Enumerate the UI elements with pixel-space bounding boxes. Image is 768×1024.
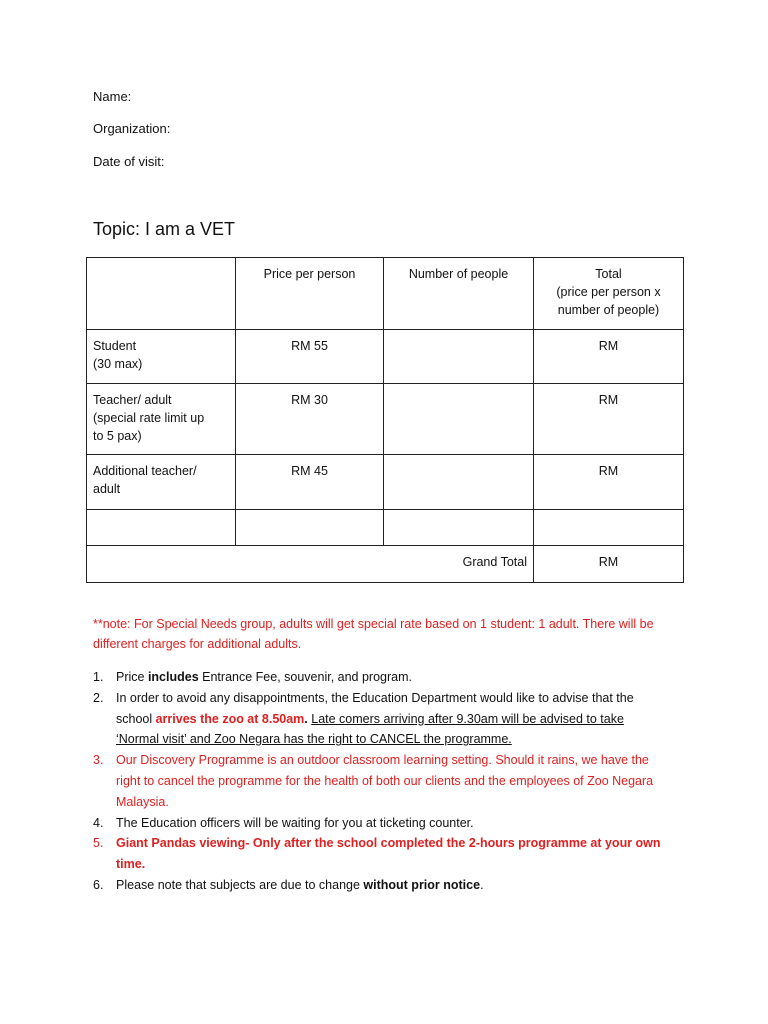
list-item	[93, 750, 668, 812]
row-price: RM 55	[236, 330, 384, 384]
list-number: 5.	[93, 836, 104, 851]
rule-text: The Education officers will be waiting for you at ticketing counter.	[116, 815, 474, 830]
row-people-input[interactable]	[384, 384, 534, 455]
rule-text: .	[480, 877, 484, 892]
header-number-of-people: Number of people	[384, 258, 534, 330]
list-number: 6.	[93, 877, 104, 892]
list-number: 3.	[93, 753, 104, 768]
rule-text: Our Discovery Programme is an outdoor classroom learning setting. Should it rains, we have the right to cancel the programme for the health of both our clients and the employees of Zoo Negara Malaysia.	[116, 753, 654, 809]
table-row-empty	[87, 510, 684, 546]
rule-text: Entrance Fee, souvenir, and program.	[198, 670, 412, 684]
table-row	[87, 384, 684, 455]
list-item	[93, 833, 668, 875]
header-total: Total (price per person x number of people)	[534, 258, 684, 330]
name-label: Name:	[93, 89, 132, 104]
special-needs-note: **note: For Special Needs group, adults will get special rate based on 1 student: 1 adult. There will be different charges for additional adults.	[93, 617, 654, 651]
row-people-input[interactable]	[384, 455, 534, 510]
list-number: 2.	[93, 690, 104, 705]
list-number: 4.	[93, 815, 104, 830]
rule-text: Giant Pandas viewing- Only after the school completed the 2-hours programme at your own time.	[116, 836, 661, 872]
row-price: RM 45	[236, 455, 384, 510]
rule-emphasis: includes	[147, 670, 199, 684]
list-item	[93, 667, 668, 688]
grand-total-row	[87, 546, 684, 583]
rule-latecomer-warning: Late comers arriving after 9.30am will be advised to take ‘Normal visit’ and Zoo Negara has the right to CANCEL the programme.	[116, 711, 624, 747]
table-header-row	[87, 258, 684, 330]
row-category: Additional teacher/ adult	[87, 455, 236, 510]
list-item	[93, 875, 668, 896]
list-item	[93, 688, 668, 750]
grand-total-value: RM	[534, 546, 684, 583]
table-row	[87, 455, 684, 510]
row-total: RM	[534, 330, 684, 384]
row-category	[87, 510, 236, 546]
date-of-visit-label: Date of visit:	[93, 154, 165, 169]
header-price-per-person: Price per person	[236, 258, 384, 330]
row-price: RM 30	[236, 384, 384, 455]
row-total	[534, 510, 684, 546]
row-category: Teacher/ adult (special rate limit up to 5 pax)	[87, 384, 236, 455]
pricing-table	[86, 257, 684, 583]
rule-text: .	[304, 711, 312, 726]
rule-emphasis: without prior notice	[363, 877, 481, 892]
row-total: RM	[534, 384, 684, 455]
table-row	[87, 330, 684, 384]
grand-total-label: Grand Total	[87, 546, 534, 583]
rules-list	[93, 667, 668, 896]
organization-label: Organization:	[93, 121, 171, 136]
rule-text: Please note that subjects are due to change	[116, 877, 364, 892]
rule-arrival-time: arrives the zoo at 8.50am	[155, 711, 305, 726]
rule-text: In order to avoid any disappointments, the Education Department would like to advise that the school	[116, 690, 634, 726]
row-category: Student (30 max)	[87, 330, 236, 384]
list-number: 1.	[93, 670, 104, 684]
row-total: RM	[534, 455, 684, 510]
row-price	[236, 510, 384, 546]
row-people-input[interactable]	[384, 510, 534, 546]
row-people-input[interactable]	[384, 330, 534, 384]
topic-heading: Topic: I am a VET	[93, 219, 236, 239]
header-cell-empty	[87, 258, 236, 330]
list-item	[93, 813, 668, 834]
rule-text: Price	[116, 670, 148, 684]
